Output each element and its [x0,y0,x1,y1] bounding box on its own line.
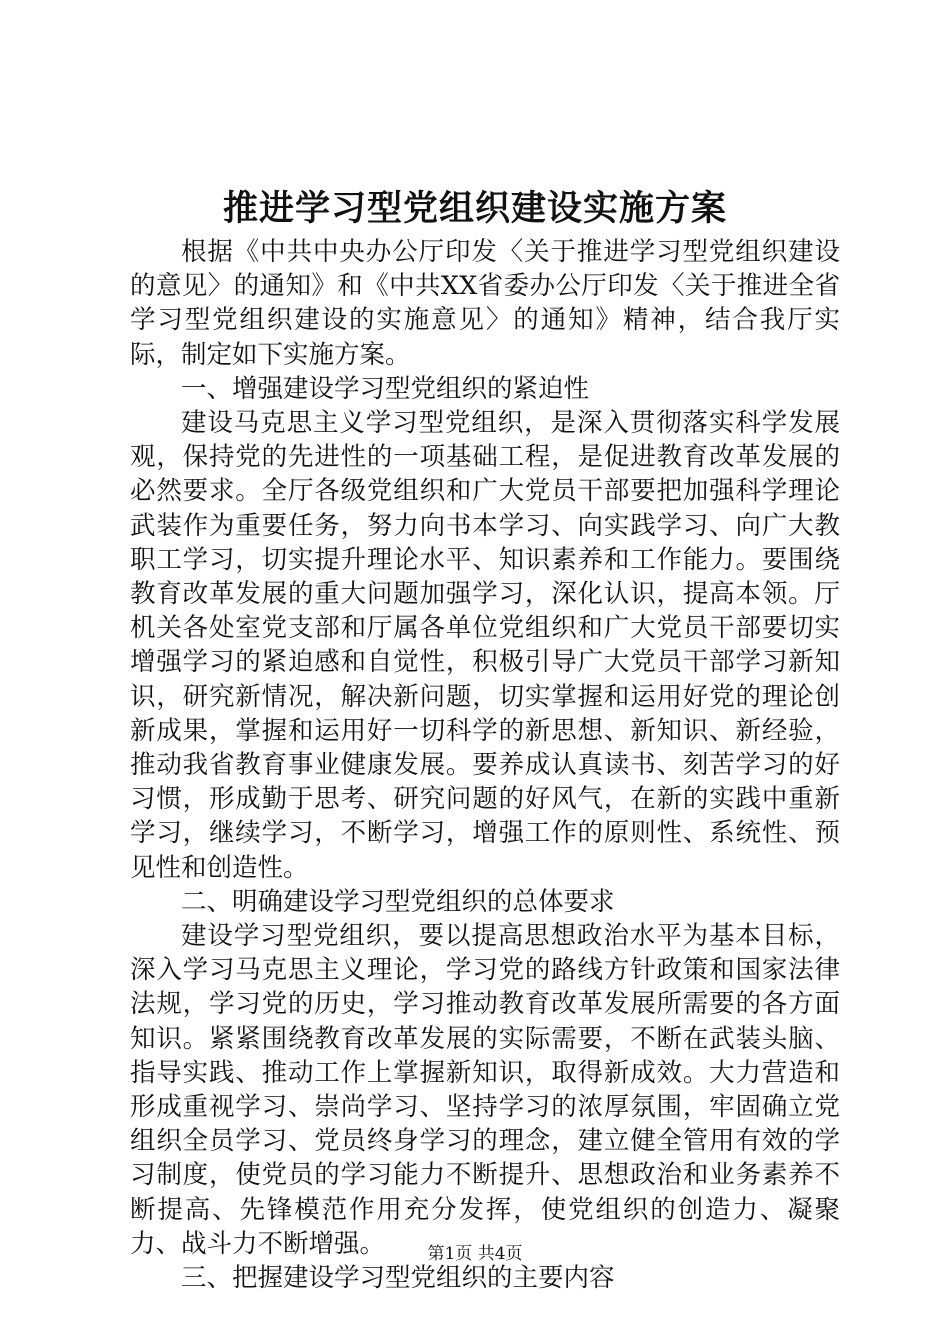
section-heading-2: 二、明确建设学习型党组织的总体要求 [181,886,615,917]
section-heading-3: 三、把握建设学习型党组织的主要内容 [181,1263,615,1294]
section-paragraph-2: 建设学习型党组织，要以提高思想政治水平为基本目标，深入学习马克思主义理论，学习党的路线方针政策和国家法律法规，学习党的历史，学习推动教育改革发展所需要的各方面知识。紧紧围绕教育改革发展的实际需要，不断在武装头脑、指导实践、推动工作上掌握新知识，取得新成效。大力营造和形成重视学习、崇尚学习、坚持学习的浓厚氛围，牢固确立党组织全员学习、党员终身学习的理念，建立健全管用有效的学习制度，使党员的学习能力不断提升、思想政治和业务素养不断提高、先锋模范作用充分发挥，使党组织的创造力、凝聚力、战斗力不断增强。 [130,921,840,1259]
document-body [130,235,840,1295]
page-number-footer: 第1页 共4页 [427,1244,523,1264]
section-heading-1: 一、增强建设学习型党组织的紧迫性 [181,373,590,404]
section-paragraph-1: 建设马克思主义学习型党组织，是深入贯彻落实科学发展观，保持党的先进性的一项基础工程，是促进教育改革发展的必然要求。全厅各级党组织和广大党员干部要把加强科学理论武装作为重要任务，努力向书本学习、向实践学习、向广大教职工学习，切实提升理论水平、知识素养和工作能力。要围绕教育改革发展的重大问题加强学习，深化认识，提高本领。厅机关各处室党支部和厅属各单位党组织和广大党员干部要切实增强学习的紧迫感和自觉性，积极引导广大党员干部学习新知识，研究新情况，解决新问题，切实掌握和运用好党的理论创新成果，掌握和运用好一切科学的新思想、新知识、新经验，推动我省教育事业健康发展。要养成认真读书、刻苦学习的好习惯，形成勤于思考、研究问题的好风气，在新的实践中重新学习，继续学习，不断学习，增强工作的原则性、系统性、预见性和创造性。 [130,408,840,883]
document-title: 推进学习型党组织建设实施方案 [222,188,727,229]
intro-paragraph: 根据《中共中央办公厅印发〈关于推进学习型党组织建设的意见〉的通知》和《中共XX省委办公厅印发〈关于推进全省学习型党组织建设的实施意见〉的通知》精神，结合我厅实际，制定如下实施方案。 [130,237,840,370]
